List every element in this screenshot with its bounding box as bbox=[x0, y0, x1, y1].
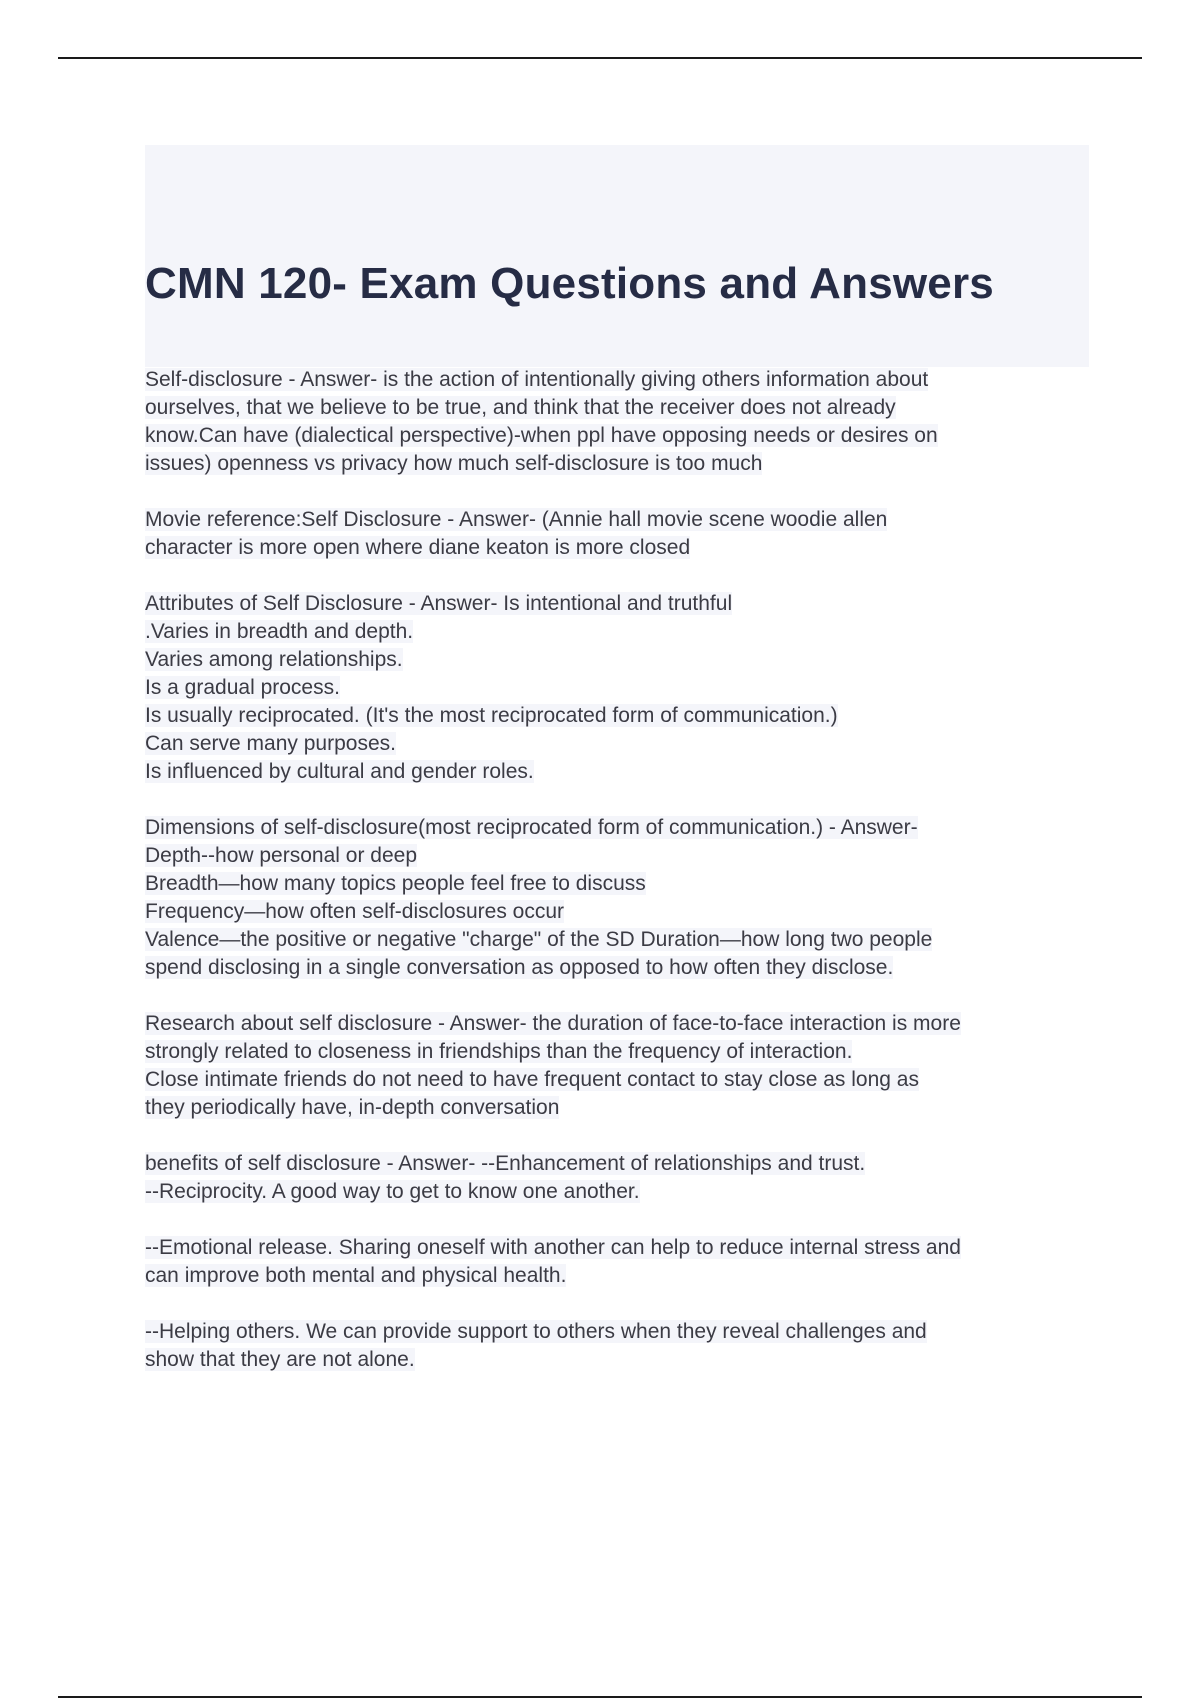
text-line: Is influenced by cultural and gender roles. bbox=[145, 760, 534, 783]
text-line: Is usually reciprocated. (It's the most reciprocated form of communication.) bbox=[145, 704, 838, 727]
text-line: Varies among relationships. bbox=[145, 648, 403, 671]
text-line: Valence—the positive or negative "charge" of the SD Duration—how long two people bbox=[145, 928, 933, 951]
text-line: Movie reference:Self Disclosure - Answer- (Annie hall movie scene woodie allen bbox=[145, 508, 888, 531]
text-line: --Reciprocity. A good way to get to know one another. bbox=[145, 1180, 640, 1203]
text-line: issues) openness vs privacy how much self-disclosure is too much bbox=[145, 452, 763, 475]
text-line: Close intimate friends do not need to have frequent contact to stay close as long as bbox=[145, 1068, 919, 1091]
text-line: they periodically have, in-depth conversation bbox=[145, 1096, 560, 1119]
text-line: know.Can have (dialectical perspective)-when ppl have opposing needs or desires on bbox=[145, 424, 938, 447]
text-line: Can serve many purposes. bbox=[145, 732, 396, 755]
qa-entry-benefits bbox=[145, 1150, 1095, 1206]
text-line: character is more open where diane keaton is more closed bbox=[145, 536, 691, 559]
text-line: .Varies in breadth and depth. bbox=[145, 620, 414, 643]
text-line: benefits of self disclosure - Answer- --Enhancement of relationships and trust. bbox=[145, 1152, 866, 1175]
text-line: Dimensions of self-disclosure(most reciprocated form of communication.) - Answer- bbox=[145, 816, 918, 839]
text-line: Breadth—how many topics people feel free to discuss bbox=[145, 872, 646, 895]
text-line: ourselves, that we believe to be true, and think that the receiver does not already bbox=[145, 396, 896, 419]
document-title: CMN 120- Exam Questions and Answers bbox=[145, 259, 994, 308]
text-line: show that they are not alone. bbox=[145, 1348, 415, 1371]
document-body bbox=[145, 366, 1095, 1402]
qa-entry-dimensions bbox=[145, 814, 1095, 982]
qa-entry-self-disclosure bbox=[145, 366, 1095, 478]
text-line: Self-disclosure - Answer- is the action of intentionally giving others information about bbox=[145, 368, 929, 391]
text-line: Depth--how personal or deep bbox=[145, 844, 417, 867]
text-line: Research about self disclosure - Answer- the duration of face-to-face interaction is more bbox=[145, 1012, 961, 1035]
qa-entry-attributes bbox=[145, 590, 1095, 786]
text-line: Is a gradual process. bbox=[145, 676, 340, 699]
text-line: Attributes of Self Disclosure - Answer- Is intentional and truthful bbox=[145, 592, 733, 615]
text-line: --Helping others. We can provide support to others when they reveal challenges and bbox=[145, 1320, 927, 1343]
qa-entry-movie-reference bbox=[145, 506, 1095, 562]
text-line: --Emotional release. Sharing oneself with another can help to reduce internal stress and bbox=[145, 1236, 961, 1259]
text-line: strongly related to closeness in friendships than the frequency of interaction. bbox=[145, 1040, 853, 1063]
text-line: Frequency—how often self-disclosures occur bbox=[145, 900, 565, 923]
qa-entry-helping-others bbox=[145, 1318, 1095, 1374]
text-line: can improve both mental and physical health. bbox=[145, 1264, 567, 1287]
qa-entry-research bbox=[145, 1010, 1095, 1122]
bottom-rule bbox=[58, 1696, 1142, 1698]
text-line: spend disclosing in a single conversation as opposed to how often they disclose. bbox=[145, 956, 894, 979]
top-rule bbox=[58, 57, 1142, 59]
qa-entry-emotional-release bbox=[145, 1234, 1095, 1290]
